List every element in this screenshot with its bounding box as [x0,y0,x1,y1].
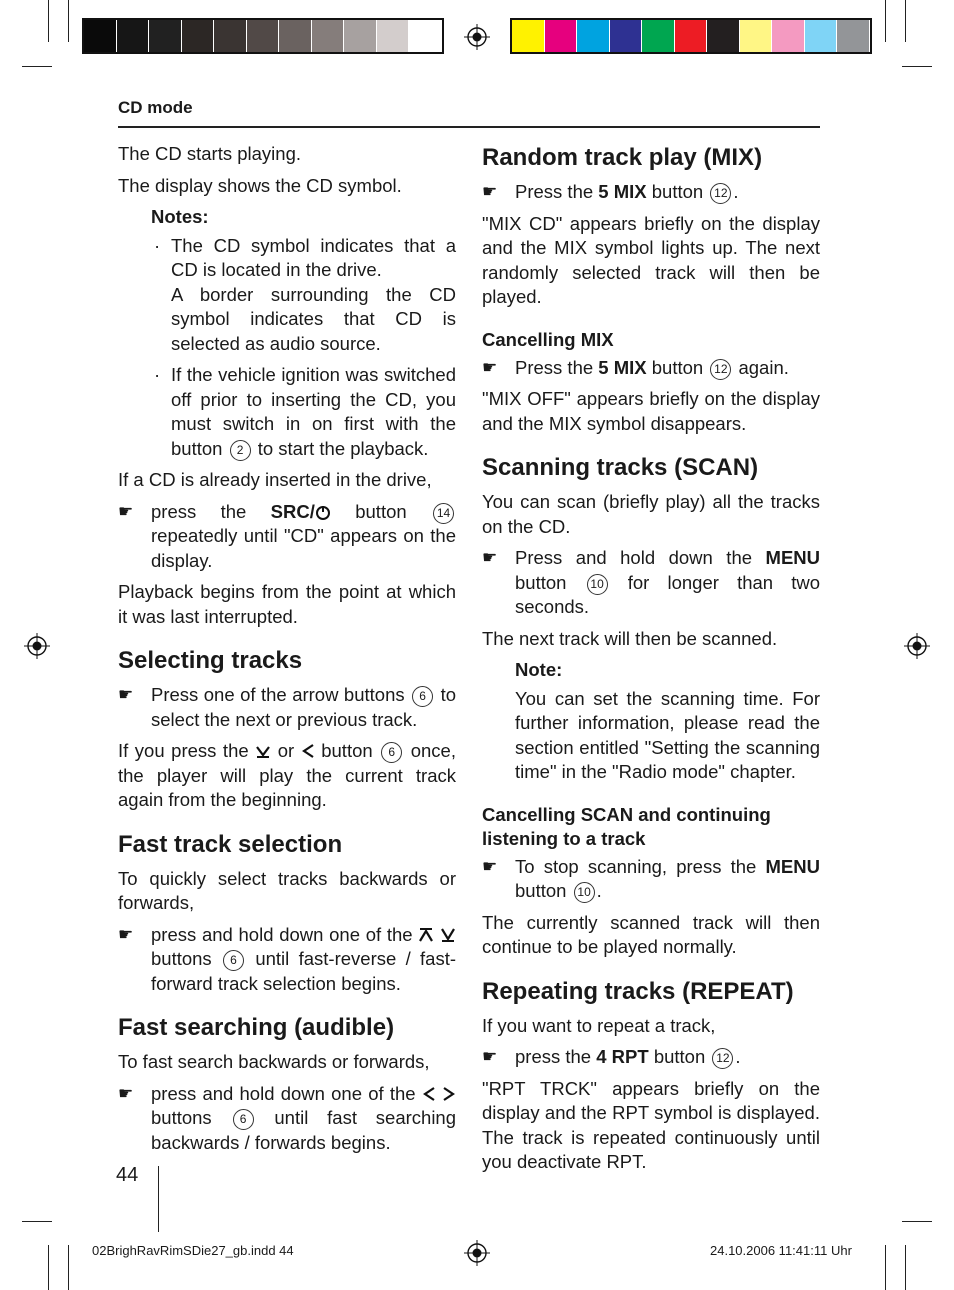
arrow-down-icon [255,743,271,759]
section-heading: Selecting tracks [118,647,303,674]
note-item [151,234,456,357]
note-text: A border surrounding the CD symbol indicates that CD is selected as audio source. [171,283,456,354]
crop-mark [885,1245,886,1290]
subsection-heading: Cancelling SCAN and continuing listening to a track [482,803,771,849]
crop-mark [68,1245,69,1290]
button-label: 4 RPT [596,1046,649,1067]
crop-mark [885,0,886,42]
step-text: to select the next or previous track. [151,684,457,730]
step-text: button [653,1046,706,1067]
color-swatch [707,20,739,52]
crop-mark [22,66,52,67]
button-label: 5 MIX [598,181,647,202]
paragraph: The currently scanned track will then continue to be played normally. [482,911,820,957]
step-text: button [651,181,704,202]
step-text: press and hold down one of the [151,923,413,945]
text: If you press the [118,740,249,761]
text: or [277,740,295,761]
section-heading: Scanning tracks (SCAN) [482,454,759,481]
button-label: 5 MIX [598,356,647,378]
registration-mark-icon [904,633,930,659]
button-number-badge: 12 [712,1048,733,1069]
paragraph: To quickly select tracks backwards or forwards, [118,867,456,913]
instruction-step [482,180,820,205]
instruction-step [482,1045,820,1070]
arrow-left-icon [422,1086,436,1102]
crop-mark [905,1245,906,1290]
step-text: . [733,181,739,202]
step-text: button [355,500,407,522]
button-number-badge: 10 [587,574,608,595]
process-color-bar [510,18,872,54]
pointing-hand-icon: ☛ [482,856,498,876]
note-text: If the vehicle ignition was switched off prior to inserting the CD, you must switch in on first with the button [171,364,456,459]
instruction-step [118,1082,456,1156]
section-heading: Fast track selection [118,830,343,858]
button-label: MENU [765,855,820,877]
color-swatch [149,20,181,52]
button-label: SRC/ [270,500,315,522]
button-number-badge: 6 [412,686,433,707]
step-text: Press the [515,181,594,202]
color-swatch [577,20,609,52]
paragraph: "MIX CD" appears briefly on the display and the MIX symbol lights up. The next randomly selected track will then be played. [482,212,820,307]
note-title: Note: [515,659,563,680]
right-column [482,142,820,1182]
arrow-down-icon [440,927,456,943]
pointing-hand-icon: ☛ [118,501,134,521]
color-swatch [214,20,246,52]
pointing-hand-icon: ☛ [118,685,134,704]
paragraph: To fast search backwards or forwards, [118,1051,430,1072]
step-text: Press the [515,356,594,378]
crop-mark [22,1221,52,1222]
crop-mark [905,0,906,42]
step-text: press the [151,500,247,522]
registration-mark-icon [464,1240,490,1266]
paragraph: If you want to repeat a track, [482,1014,716,1036]
step-text: repeatedly until "CD" appears on the display. [151,525,456,571]
note-item [151,363,456,461]
paragraph: "RPT TRCK" appears briefly on the display and the RPT symbol is displayed. The track is repeated continuously until you deactivate RPT. [482,1077,820,1172]
footer-timestamp: 24.10.2006 11:41:11 Uhr [710,1243,852,1258]
pointing-hand-icon: ☛ [118,1083,134,1103]
note-text: The CD symbol indicates that a CD is located in the drive. [171,234,456,280]
button-number-badge: 10 [574,882,595,903]
color-swatch [409,20,441,52]
button-number-badge: 2 [230,440,251,461]
paragraph: "MIX OFF" appears briefly on the display and the MIX symbol disappears. [482,388,820,434]
color-swatch [344,20,376,52]
color-swatch [805,20,837,52]
step-text: again. [738,356,789,378]
instruction-step [482,546,820,620]
button-number-badge: 6 [381,742,402,763]
crop-mark [68,0,69,42]
page-number-rule [158,1166,159,1232]
button-number-badge: 14 [433,503,454,524]
color-swatch [279,20,311,52]
crop-mark [902,66,932,67]
step-text: button [515,571,567,593]
button-number-badge: 12 [710,359,731,380]
color-swatch [247,20,279,52]
registration-mark-icon [464,24,490,50]
button-number-badge: 6 [223,950,244,971]
color-swatch [740,20,772,52]
step-text: . [735,1046,741,1067]
paragraph [118,739,456,813]
pointing-hand-icon: ☛ [482,182,498,201]
step-text: until fast-reverse / fast-forward track selection begins. [151,948,457,994]
color-swatch [84,20,116,52]
header-rule [118,126,820,128]
color-swatch [377,20,409,52]
section-heading: Random track play (MIX) [482,144,763,171]
pointing-hand-icon: ☛ [482,1047,498,1066]
left-column [118,142,456,1162]
button-number-badge: 6 [233,1109,254,1130]
step-text: until fast searching backwards / forwards begins. [151,1107,457,1153]
notes-block [118,205,456,461]
button-label: MENU [765,547,821,568]
step-text: To stop scanning, press the [515,855,757,877]
pointing-hand-icon: ☛ [482,357,498,377]
notes-title: Notes: [151,206,209,227]
step-text: . [596,880,602,901]
instruction-step [482,855,820,904]
instruction-step [118,923,456,997]
step-text: Press and hold down the [515,547,753,568]
color-swatch [772,20,804,52]
step-text: Press one of the arrow buttons [151,684,405,705]
registration-mark-icon [24,633,50,659]
step-text: buttons [151,1107,212,1128]
paragraph: The next track will then be scanned. [482,627,778,649]
button-number-badge: 12 [710,183,731,204]
note-block [482,658,820,785]
color-swatch [545,20,577,52]
color-swatch [117,20,149,52]
instruction-step [118,683,456,732]
paragraph: Playback begins from the point at which it was last interrupted. [118,581,456,627]
paragraph: The CD starts playing. [118,143,302,164]
paragraph: The display shows the CD symbol. [118,174,402,196]
subsection-heading: Cancelling MIX [482,328,614,350]
section-header: CD mode [118,98,193,117]
color-swatch [610,20,642,52]
color-swatch [837,20,869,52]
step-text: for longer than two seconds. [515,571,821,617]
paragraph: You can scan (briefly play) all the tracks on the CD. [482,491,820,537]
bullet: · [154,234,161,256]
bullet: · [154,364,161,385]
crop-mark [48,1245,49,1290]
arrow-left-icon [301,743,315,759]
section-heading: Fast searching (audible) [118,1014,395,1041]
instruction-step [482,356,820,381]
grayscale-color-bar [82,18,444,54]
crop-mark [902,1221,932,1222]
step-text: press and hold down one of the [151,1082,416,1104]
color-swatch [512,20,544,52]
pointing-hand-icon: ☛ [482,548,498,567]
color-swatch [675,20,707,52]
color-swatch [182,20,214,52]
instruction-step [118,500,456,574]
footer-filename: 02BrighRavRimSDie27_gb.indd 44 [92,1243,294,1258]
arrow-right-icon [442,1086,456,1102]
power-icon [315,504,331,520]
pointing-hand-icon: ☛ [118,924,134,944]
section-heading: Repeating tracks (REPEAT) [482,977,794,1005]
step-text: button [651,356,704,378]
arrow-up-icon [418,927,434,943]
step-text: button [515,880,567,901]
step-text: buttons [151,948,212,969]
paragraph: If a CD is already inserted in the drive, [118,469,432,490]
text: once, the player will play the current track again from the beginning. [118,740,456,810]
note-text: to start the playback. [257,437,429,459]
color-swatch [312,20,344,52]
note-text: You can set the scanning time. For further information, please read the section entitled "Setting the scanning time" in the "Radio mode" chapter. [515,687,820,782]
crop-mark [48,0,49,42]
color-swatch [642,20,674,52]
step-text: press the [515,1046,592,1067]
page-number: 44 [116,1164,139,1186]
text: button [321,740,373,761]
